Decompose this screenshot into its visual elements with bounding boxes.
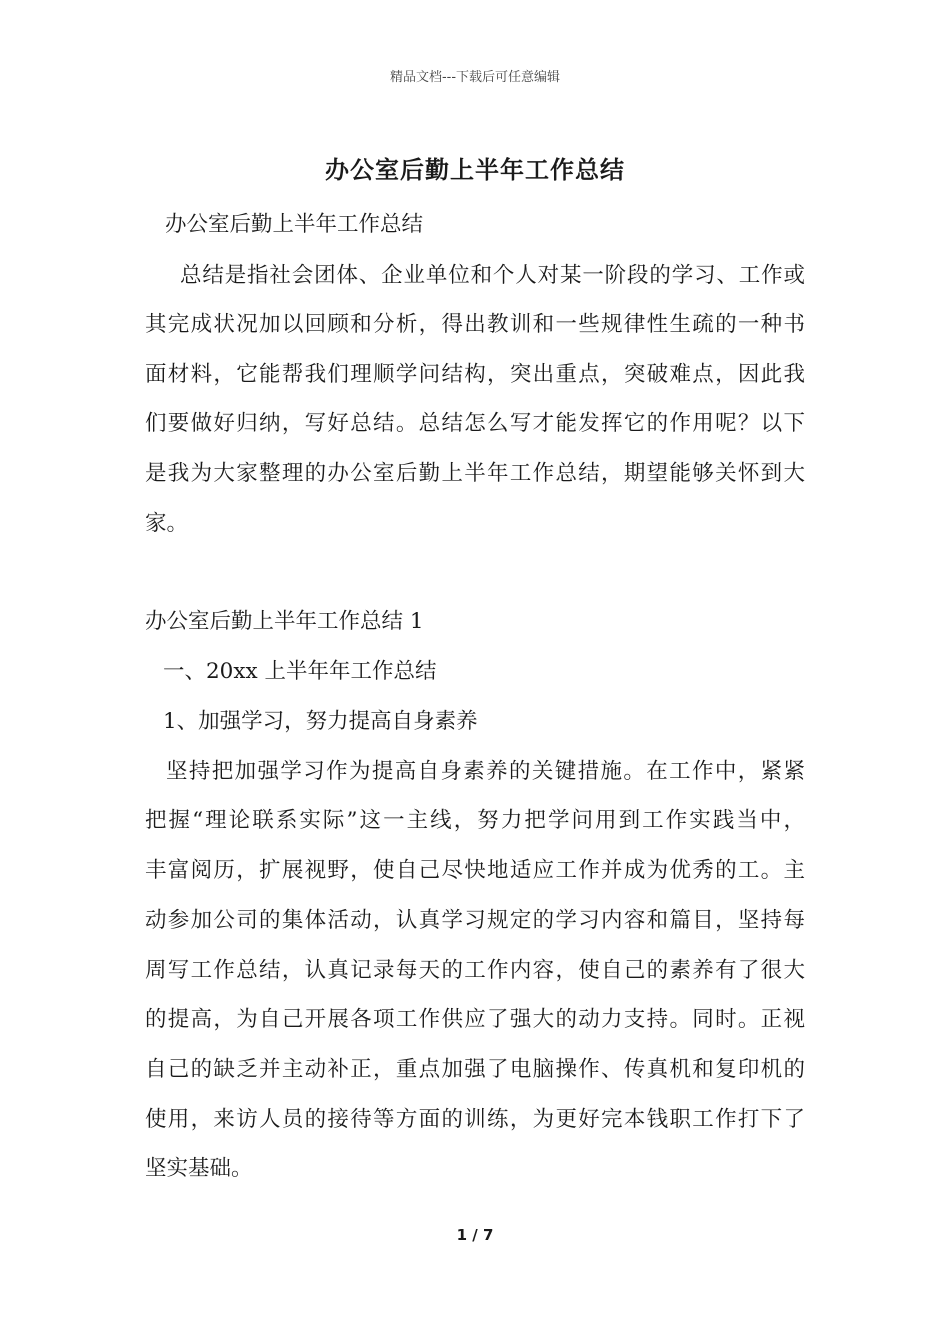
body-line: 使用，来访人员的接待等方面的训练，为更好完本钱职工作打下了 xyxy=(145,1107,805,1132)
intro-line: 总结是指社会团体、企业单位和个人对某一阶段的学习、工作或 xyxy=(180,263,805,288)
document-title: 办公室后勤上半年工作总结 xyxy=(325,155,625,184)
body-line: 的提高，为自己开展各项工作供应了强大的动力支持。同时。正视 xyxy=(145,1007,805,1032)
body-line: 把握“理论联系实际”这一主线，努力把学问用到工作实践当中， xyxy=(145,808,805,833)
body-line: 自己的缺乏并主动补正，重点加强了电脑操作、传真机和复印机的 xyxy=(145,1057,805,1082)
section-title: 办公室后勤上半年工作总结 1 xyxy=(145,609,424,634)
page-number: 1 / 7 xyxy=(456,1226,494,1244)
heading-level-1: 一、20xx 上半年年工作总结 xyxy=(163,659,437,684)
intro-line: 家。 xyxy=(145,511,189,536)
body-line: 周写工作总结，认真记录每天的工作内容，使自己的素养有了很大 xyxy=(145,958,805,983)
body-line: 丰富阅历，扩展视野，使自己尽快地适应工作并成为优秀的工。主 xyxy=(145,858,805,883)
intro-line: 其完成状况加以回顾和分析，得出教训和一些规律性生疏的一种书 xyxy=(145,312,805,337)
body-line: 坚实基础。 xyxy=(145,1156,253,1181)
heading-level-2: 1、加强学习，努力提高自身素养 xyxy=(163,709,478,734)
body-line: 坚持把加强学习作为提高自身素养的关键措施。在工作中，紧紧 xyxy=(166,759,805,784)
intro-line: 是我为大家整理的办公室后勤上半年工作总结，期望能够关怀到大 xyxy=(145,461,805,486)
intro-line: 们要做好归纳，写好总结。总结怎么写才能发挥它的作用呢？以下 xyxy=(145,411,805,436)
body-line: 动参加公司的集体活动，认真学习规定的学习内容和篇目，坚持每 xyxy=(145,908,805,933)
subtitle: 办公室后勤上半年工作总结 xyxy=(165,212,424,237)
intro-line: 面材料，它能帮我们理顺学问结构，突出重点，突破难点，因此我 xyxy=(145,362,805,387)
page-header: 精品文档---下载后可任意编辑 xyxy=(389,70,561,85)
